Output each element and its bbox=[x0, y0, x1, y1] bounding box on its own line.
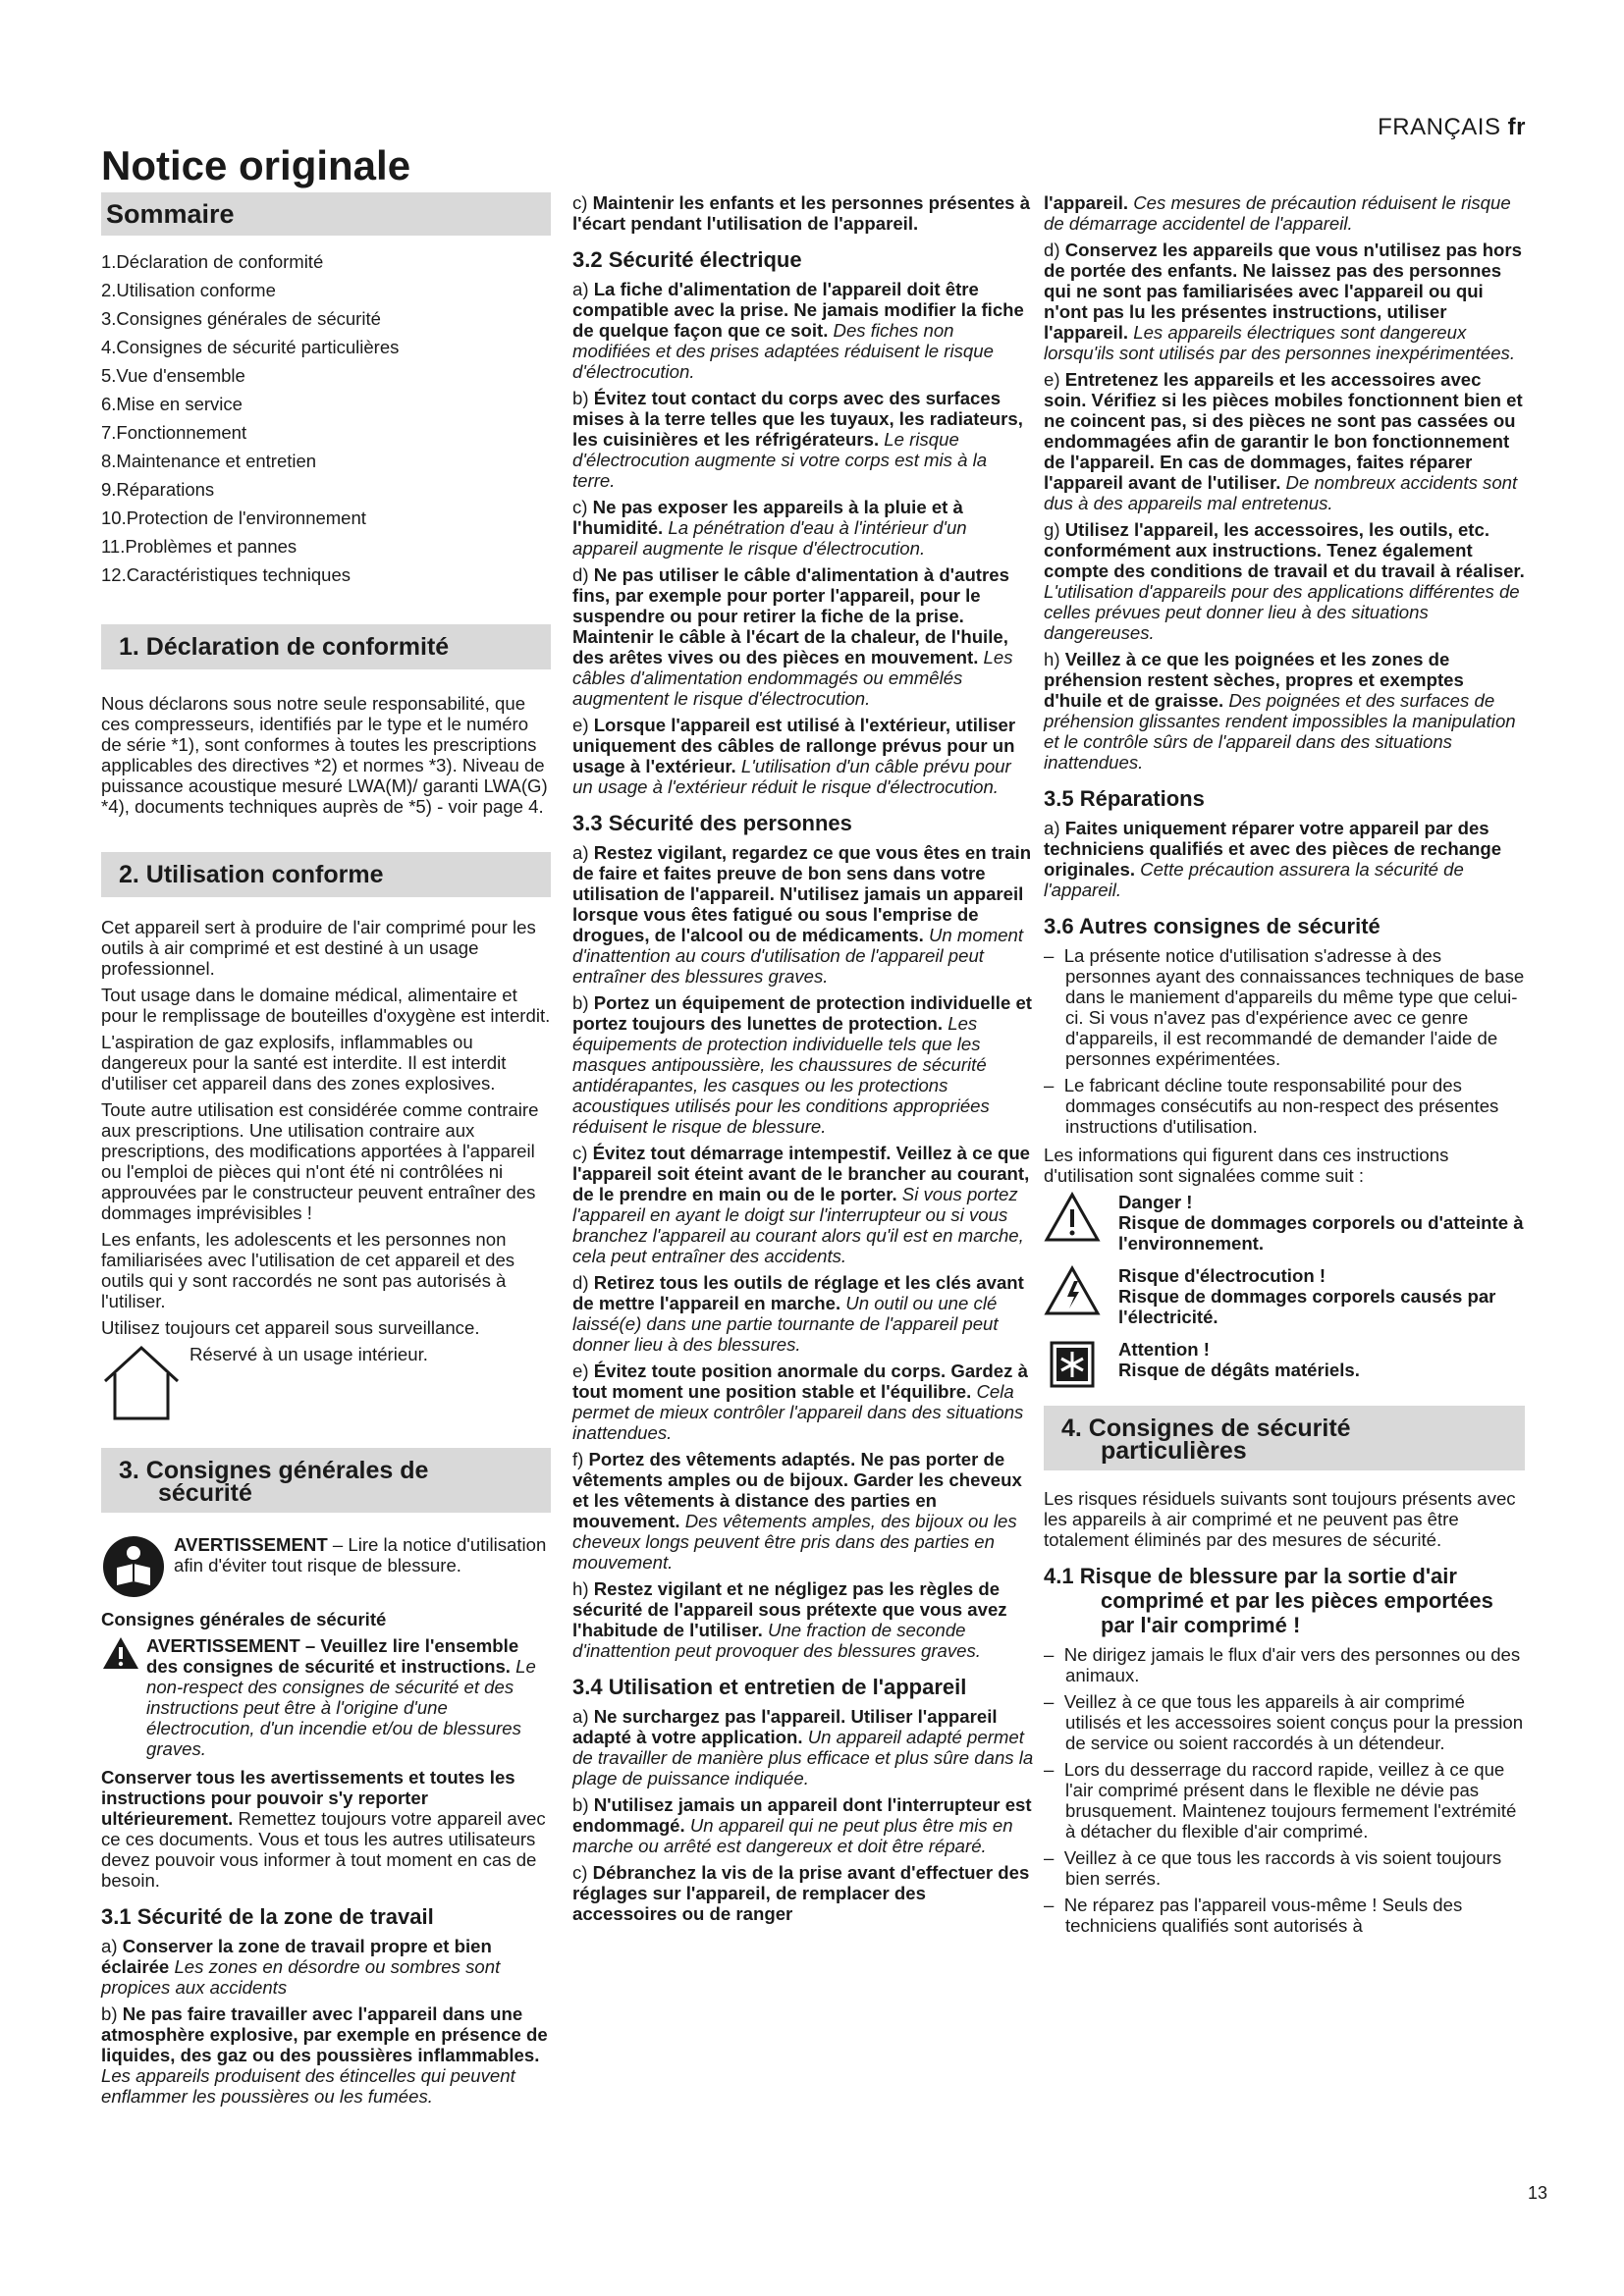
item-italic: Ces mesures de précaution réduisent le risque de démarrage accidentel de l'appareil. bbox=[1044, 192, 1511, 234]
item-italic: Les équipements de protection individuelle tels que les masques antipoussière, les chaussures de sécurité antidérapantes, les casques ou les protections acoustiques utilisés pour les conditions appropriées réduisent le risque de blessure. bbox=[572, 1013, 990, 1137]
list-item: – Lors du desserrage du raccord rapide, veillez à ce que l'air comprimé présent dans le flexible ne dévie pas brusquement. Maintenez toujours fermement l'extrémité à détacher du flexible d'air comprimé. bbox=[1044, 1759, 1525, 1842]
column-1 bbox=[101, 192, 551, 2112]
item-italic: Une fraction de seconde d'inattention peut provoquer des blessures graves. bbox=[572, 1620, 981, 1661]
item-prefix: d) bbox=[572, 1272, 594, 1293]
toc-item[interactable]: 10.Protection de l'environnement bbox=[101, 507, 366, 528]
item-italic: Cela permet de mieux contrôler l'appareil dans des situations inattendues. bbox=[572, 1381, 1024, 1443]
item-italic: Le risque d'électrocution augmente si votre corps est mis à la terre. bbox=[572, 429, 988, 491]
page-number: 13 bbox=[1527, 2183, 1547, 2203]
item-bold: Ne pas faire travailler avec l'appareil dans une atmosphère explosive, par exemple en présence de liquides, des gaz ou des poussières inflammables. bbox=[101, 2003, 548, 2065]
item-prefix: e) bbox=[572, 1361, 594, 1381]
item-prefix: h) bbox=[1044, 649, 1065, 669]
electric-shock-icon bbox=[1044, 1265, 1101, 1316]
item-italic: L'utilisation d'un câble prévu pour un usage à l'extérieur réduit le risque d'électrocution. bbox=[572, 756, 1011, 797]
section-2-para: Tout usage dans le domaine médical, alimentaire et pour le remplissage de bouteilles d'oxygène est interdit. bbox=[101, 985, 551, 1026]
danger-text: Risque de dommages corporels ou d'atteinte à l'environnement. bbox=[1118, 1212, 1524, 1254]
list-item: – Veillez à ce que tous les appareils à air comprimé utilisés et les accessoires soient conçus pour la pression de service ou soient raccordés à un détendeur. bbox=[1044, 1691, 1525, 1753]
item-italic: Les appareils électriques sont dangereux lorsqu'ils sont utilisés par des personnes inexpérimentées. bbox=[1044, 322, 1516, 363]
item-prefix: a) bbox=[1044, 818, 1065, 838]
item-bold: Utilisez l'appareil, les accessoires, les outils, etc. conformément aux instructions. Tenez également compte des conditions de travail et du travail à réaliser. bbox=[1044, 519, 1525, 581]
item-italic: L'utilisation d'appareils pour des applications différentes de celles prévues peut donner lieu à des situations dangereuses. bbox=[1044, 581, 1520, 643]
item-prefix: b) bbox=[572, 388, 594, 408]
heading-3-3: 3.3 Sécurité des personnes bbox=[572, 811, 852, 835]
list-item: – Ne dirigez jamais le flux d'air vers des personnes ou des animaux. bbox=[1044, 1644, 1525, 1685]
item-bold: Conserver la zone de travail propre et bien éclairée bbox=[101, 1936, 492, 1977]
item-italic: Si vous portez l'appareil en ayant le doigt sur l'interrupteur ou si vous branchez l'appareil au courant alors qu'il est en marche, cela peut entraîner des accidents. bbox=[572, 1184, 1024, 1266]
danger-symbol-row bbox=[1044, 1192, 1525, 1254]
section-4-text: Les risques résiduels suivants sont toujours présents avec les appareils à air comprimé et ne peuvent pas être totalement éliminés par des mesures de sécurité. bbox=[1044, 1488, 1516, 1550]
keep-instructions-bold: Conserver tous les avertissements et toutes les instructions pour pouvoir s'y reporter ultérieurement. bbox=[101, 1767, 515, 1829]
warning-label: AVERTISSEMENT bbox=[174, 1534, 328, 1555]
section-2-para: Toute autre utilisation est considérée comme contraire aux prescriptions. Une utilisation contraire aux prescriptions, des modifications apportées à l'appareil ou l'emploi de pièces qui n'ont été ni contrôlées ni approuvées par le constructeur peuvent entraîner des dommages imprévisibles ! bbox=[101, 1099, 539, 1223]
warning-text: – Lire la notice d'utilisation afin d'éviter tout risque de blessure. bbox=[174, 1534, 547, 1575]
item-bold: Faites uniquement réparer votre appareil par des techniciens qualifiés et avec des pièces de rechange originales. bbox=[1044, 818, 1502, 880]
item-italic: La pénétration d'eau à l'intérieur d'un appareil augmente le risque d'électrocution. bbox=[572, 517, 967, 559]
danger-title: Danger ! bbox=[1118, 1192, 1193, 1212]
list-item: – La présente notice d'utilisation s'adresse à des personnes ayant des connaissances techniques de base dans le maniement d'appareils du même type que celui-ci. Si vous n'avez pas d'expérience avec ce genre d'appareils, il est recommandé de demander l'aide de personnes expérimentées. bbox=[1044, 945, 1525, 1069]
item-bold: Portez des vêtements adaptés. Ne pas porter de vêtements amples ou de bijoux. Garder les cheveux et les vêtements à distance des parties en mouvement. bbox=[572, 1449, 1022, 1531]
item-prefix: g) bbox=[1044, 519, 1065, 540]
item-prefix: h) bbox=[572, 1578, 594, 1599]
toc-item[interactable]: 5.Vue d'ensemble bbox=[101, 365, 245, 386]
item-prefix: c) bbox=[572, 1862, 593, 1883]
language-name: FRANÇAIS bbox=[1378, 114, 1501, 140]
item-bold: Évitez tout contact du corps avec des surfaces mises à la terre telles que les tuyaux, les radiateurs, les cuisinières et les réfrigérateurs. bbox=[572, 388, 1023, 450]
item-bold: Portez un équipement de protection individuelle et portez toujours des lunettes de protection. bbox=[572, 992, 1032, 1034]
attention-title: Attention ! bbox=[1118, 1339, 1210, 1360]
general-warning bbox=[101, 1635, 551, 1759]
language-code: fr bbox=[1507, 114, 1526, 140]
list-item: – Veillez à ce que tous les raccords à vis soient toujours bien serrés. bbox=[1044, 1847, 1525, 1889]
heading-3-2: 3.2 Sécurité électrique bbox=[572, 247, 802, 272]
section-4-heading bbox=[1044, 1406, 1525, 1470]
toc-item[interactable]: 11.Problèmes et pannes bbox=[101, 536, 298, 557]
section-1-heading: 1. Déclaration de conformité bbox=[101, 624, 551, 669]
section-2-heading: 2. Utilisation conforme bbox=[101, 852, 551, 897]
item-italic: Un outil ou une clé laissé(e) dans une partie tournante de l'appareil peut donner lieu à des blessures. bbox=[572, 1293, 999, 1355]
item-bold: l'appareil. bbox=[1044, 192, 1129, 213]
compressed-air-risk-list bbox=[1044, 1644, 1525, 1936]
item-bold: Ne surchargez pas l'appareil. Utiliser l'appareil adapté à votre application. bbox=[572, 1706, 998, 1747]
item-bold: Conservez les appareils que vous n'utilisez pas hors de portée des enfants. Ne laissez pas des personnes qui ne sont pas familiarisées avec l'appareil ou qui n'ont pas lu les présentes instructions, utiliser l'appareil. bbox=[1044, 240, 1522, 343]
item-prefix: c) bbox=[572, 1143, 593, 1163]
item-italic: Cette précaution assurera la sécurité de l'appareil. bbox=[1044, 859, 1464, 900]
heading-3-1: 3.1 Sécurité de la zone de travail bbox=[101, 1904, 434, 1929]
item-bold: Entretenez les appareils et les accessoires avec soin. Vérifiez si les pièces mobiles fonctionnent bien et ne coincent pas, si des pièces ne sont pas cassées ou endommagées afin de garantir le bon fonctionnement de l'appareil. En cas de dommages, faites réparer l'appareil avant de l'utiliser. bbox=[1044, 369, 1523, 493]
heading-3-4: 3.4 Utilisation et entretien de l'appareil bbox=[572, 1675, 967, 1699]
item-bold: Évitez tout démarrage intempestif. Veillez à ce que l'appareil soit éteint avant de le brancher au courant, de le prendre en main ou de le porter. bbox=[572, 1143, 1031, 1204]
toc-item[interactable]: 3.Consignes générales de sécurité bbox=[101, 308, 381, 329]
material-damage-icon bbox=[1044, 1339, 1101, 1390]
electric-title: Risque d'électrocution ! bbox=[1118, 1265, 1326, 1286]
item-prefix: a) bbox=[101, 1936, 123, 1956]
item-bold: Veillez à ce que les poignées et les zones de préhension restent sèches, propres et exemptes d'huile et de graisse. bbox=[1044, 649, 1464, 711]
toc-item[interactable]: 8.Maintenance et entretien bbox=[101, 451, 317, 471]
item-prefix: b) bbox=[101, 2003, 123, 2024]
item-italic: Des vêtements amples, des bijoux ou les cheveux longs peuvent être pris dans des parties en mouvement. bbox=[572, 1511, 1017, 1573]
item-prefix: a) bbox=[572, 1706, 594, 1727]
item-prefix: d) bbox=[572, 564, 594, 585]
section-3-heading bbox=[101, 1448, 551, 1513]
heading-4-1: 4.1 Risque de blessure par la sortie d'air comprimé et par les pièces emportées par l'air comprimé ! bbox=[1044, 1564, 1493, 1637]
item-italic: Un appareil adapté permet de travailler de manière plus efficace et plus sûre dans la plage de puissance indiquée. bbox=[572, 1727, 1034, 1789]
heading-3-6: 3.6 Autres consignes de sécurité bbox=[1044, 914, 1380, 938]
section-1-text: Nous déclarons sous notre seule responsabilité, que ces compresseurs, identifiés par le type et le numéro de série *1), sont conformes à toutes les prescriptions applicables des directives *2) et normes *3). Niveau de puissance acoustique mesuré LWA(M)/ garanti LWA(G) *4), documents techniques auprès de *5) - voir page 4. bbox=[101, 693, 548, 817]
column-2 bbox=[572, 192, 1034, 1930]
item-prefix: b) bbox=[572, 1794, 594, 1815]
symbols-intro: Les informations qui figurent dans ces instructions d'utilisation sont signalées comme suit : bbox=[1044, 1145, 1449, 1186]
item-italic: Des fiches non modifiées et des prises adaptées réduisent le risque d'électrocution. bbox=[572, 320, 994, 382]
toc-heading: Sommaire bbox=[101, 192, 551, 236]
item-prefix: c) bbox=[572, 192, 593, 213]
toc-item[interactable]: 6.Mise en service bbox=[101, 394, 243, 414]
read-manual-icon bbox=[101, 1534, 166, 1599]
toc-item[interactable]: 1.Déclaration de conformité bbox=[101, 251, 324, 272]
toc-item[interactable]: 7.Fonctionnement bbox=[101, 422, 247, 443]
attention-text: Risque de dégâts matériels. bbox=[1118, 1360, 1360, 1380]
general-warning-italic: Le non-respect des consignes de sécurité et des instructions peut être à l'origine d'une électrocution, d'un incendie et/ou de blessures graves. bbox=[146, 1656, 536, 1759]
item-italic: Des poignées et des surfaces de préhension glissantes rendent impossibles la manipulation et le contrôle sûrs de l'appareil dans des situations inattendues. bbox=[1044, 690, 1516, 773]
read-manual-warning bbox=[101, 1534, 551, 1599]
item-italic: Les câbles d'alimentation endommagés ou emmêlés augmentent le risque d'électrocution. bbox=[572, 647, 1013, 709]
item-bold: La fiche d'alimentation de l'appareil doit être compatible avec la prise. Ne jamais modifier la fiche de quelque façon que ce soit. bbox=[572, 279, 1024, 341]
other-safety-list bbox=[1044, 945, 1525, 1137]
section-4-heading-line2: particulières bbox=[1101, 1437, 1247, 1465]
section-3-heading-line2: sécurité bbox=[158, 1479, 252, 1507]
general-safety-title: Consignes générales de sécurité bbox=[101, 1609, 387, 1629]
warning-triangle-icon bbox=[101, 1635, 140, 1671]
electric-symbol-row bbox=[1044, 1265, 1525, 1327]
section-2-para: Les enfants, les adolescents et les personnes non familiarisées avec l'utilisation de cet appareil et des outils qui y sont raccordés ne sont pas autorisés à l'utiliser. bbox=[101, 1229, 515, 1311]
item-italic: Un moment d'inattention au cours d'utilisation de l'appareil peut entraîner des blessures graves. bbox=[572, 925, 1024, 987]
table-of-contents bbox=[101, 247, 551, 589]
item-bold: Ne pas utiliser le câble d'alimentation à d'autres fins, par exemple pour porter l'appareil, pour le suspendre ou pour retirer la fiche de la prise. Maintenir le câble à l'écart de la chaleur, de l'huile, des arêtes vives ou des pièces en mouvement. bbox=[572, 564, 1009, 667]
item-prefix: a) bbox=[572, 279, 594, 299]
item-italic: De nombreux accidents sont dus à des appareils mal entretenus. bbox=[1044, 472, 1518, 513]
section-2-para: L'aspiration de gaz explosifs, inflammables ou dangereux pour la santé est interdite. Il est interdit d'utiliser cet appareil dans des zones explosives. bbox=[101, 1032, 507, 1094]
danger-triangle-icon bbox=[1044, 1192, 1101, 1243]
section-3-heading-line1: 3. Consignes générales de bbox=[119, 1457, 429, 1484]
keep-instructions-text: Remettez toujours votre appareil avec ce ces documents. Vous et tous les autres utilisateurs devez pouvoir vous informer à tout moment en cas de besoin. bbox=[101, 1808, 546, 1891]
electric-text: Risque de dommages corporels causés par l'électricité. bbox=[1118, 1286, 1496, 1327]
item-italic: Les zones en désordre ou sombres sont propices aux accidents bbox=[101, 1956, 501, 1998]
section-2-para: Utilisez toujours cet appareil sous surveillance. bbox=[101, 1317, 480, 1338]
item-bold: Lorsque l'appareil est utilisé à l'extérieur, utiliser uniquement des câbles de rallonge prévus pour un usage à l'extérieur. bbox=[572, 715, 1016, 776]
toc-item[interactable]: 12.Caractéristiques techniques bbox=[101, 564, 352, 585]
item-prefix: a) bbox=[572, 842, 594, 863]
general-warning-bold: AVERTISSEMENT – Veuillez lire l'ensemble des consignes de sécurité et instructions. bbox=[146, 1635, 519, 1677]
item-bold: Maintenir les enfants et les personnes présentes à l'écart pendant l'utilisation de l'appareil. bbox=[572, 192, 1031, 234]
language-indicator bbox=[1378, 114, 1526, 141]
item-prefix: b) bbox=[572, 992, 594, 1013]
toc-item[interactable]: 2.Utilisation conforme bbox=[101, 280, 276, 300]
item-prefix: d) bbox=[1044, 240, 1065, 260]
item-italic: Un appareil qui ne peut plus être mis en marche ou arrêté est dangereux et doit être réparé. bbox=[572, 1815, 1013, 1856]
column-3 bbox=[1044, 192, 1525, 1944]
item-bold: Restez vigilant et ne négligez pas les règles de sécurité de l'appareil sous prétexte que vous avez l'habitude de l'utiliser. bbox=[572, 1578, 1007, 1640]
item-bold: Retirez tous les outils de réglage et les clés avant de mettre l'appareil en marche. bbox=[572, 1272, 1024, 1313]
item-bold: Évitez toute position anormale du corps. Gardez à tout moment une position stable et l'équilibre. bbox=[572, 1361, 1028, 1402]
item-prefix: e) bbox=[572, 715, 594, 735]
page-title: Notice originale bbox=[101, 142, 411, 188]
section-4-heading-line1: 4. Consignes de sécurité bbox=[1061, 1415, 1351, 1442]
toc-item[interactable]: 9.Réparations bbox=[101, 479, 215, 500]
list-item: – Le fabricant décline toute responsabilité pour des dommages consécutifs au non-respect des présentes instructions d'utilisation. bbox=[1044, 1075, 1525, 1137]
item-bold: N'utilisez jamais un appareil dont l'interrupteur est endommagé. bbox=[572, 1794, 1032, 1836]
indoor-use-notice bbox=[101, 1344, 551, 1422]
item-prefix: f) bbox=[572, 1449, 589, 1469]
item-bold: Ne pas exposer les appareils à la pluie et à l'humidité. bbox=[572, 497, 963, 538]
item-bold: Restez vigilant, regardez ce que vous êtes en train de faire et faites preuve de bon sens dans votre utilisation de l'appareil. N'utilisez jamais un appareil lorsque vous êtes fatigué ou sous l'emprise de drogues, de l'alcool ou de médicaments. bbox=[572, 842, 1032, 945]
item-prefix: c) bbox=[572, 497, 593, 517]
list-item: – Ne réparez pas l'appareil vous-même ! Seuls des techniciens qualifiés sont autorisés à bbox=[1044, 1895, 1525, 1936]
item-bold: Débranchez la vis de la prise avant d'effectuer des réglages sur l'appareil, de remplacer des accessoires ou de ranger bbox=[572, 1862, 1030, 1924]
indoor-use-text: Réservé à un usage intérieur. bbox=[189, 1344, 428, 1364]
item-italic: Les appareils produisent des étincelles qui peuvent enflammer les poussières ou les fumées. bbox=[101, 2065, 515, 2107]
attention-symbol-row bbox=[1044, 1339, 1525, 1390]
house-icon bbox=[101, 1344, 182, 1422]
section-2-para: Cet appareil sert à produire de l'air comprimé pour les outils à air comprimé et est destiné à un usage professionnel. bbox=[101, 917, 536, 979]
toc-item[interactable]: 4.Consignes de sécurité particulières bbox=[101, 337, 400, 357]
heading-3-5: 3.5 Réparations bbox=[1044, 786, 1205, 811]
item-prefix: e) bbox=[1044, 369, 1065, 390]
